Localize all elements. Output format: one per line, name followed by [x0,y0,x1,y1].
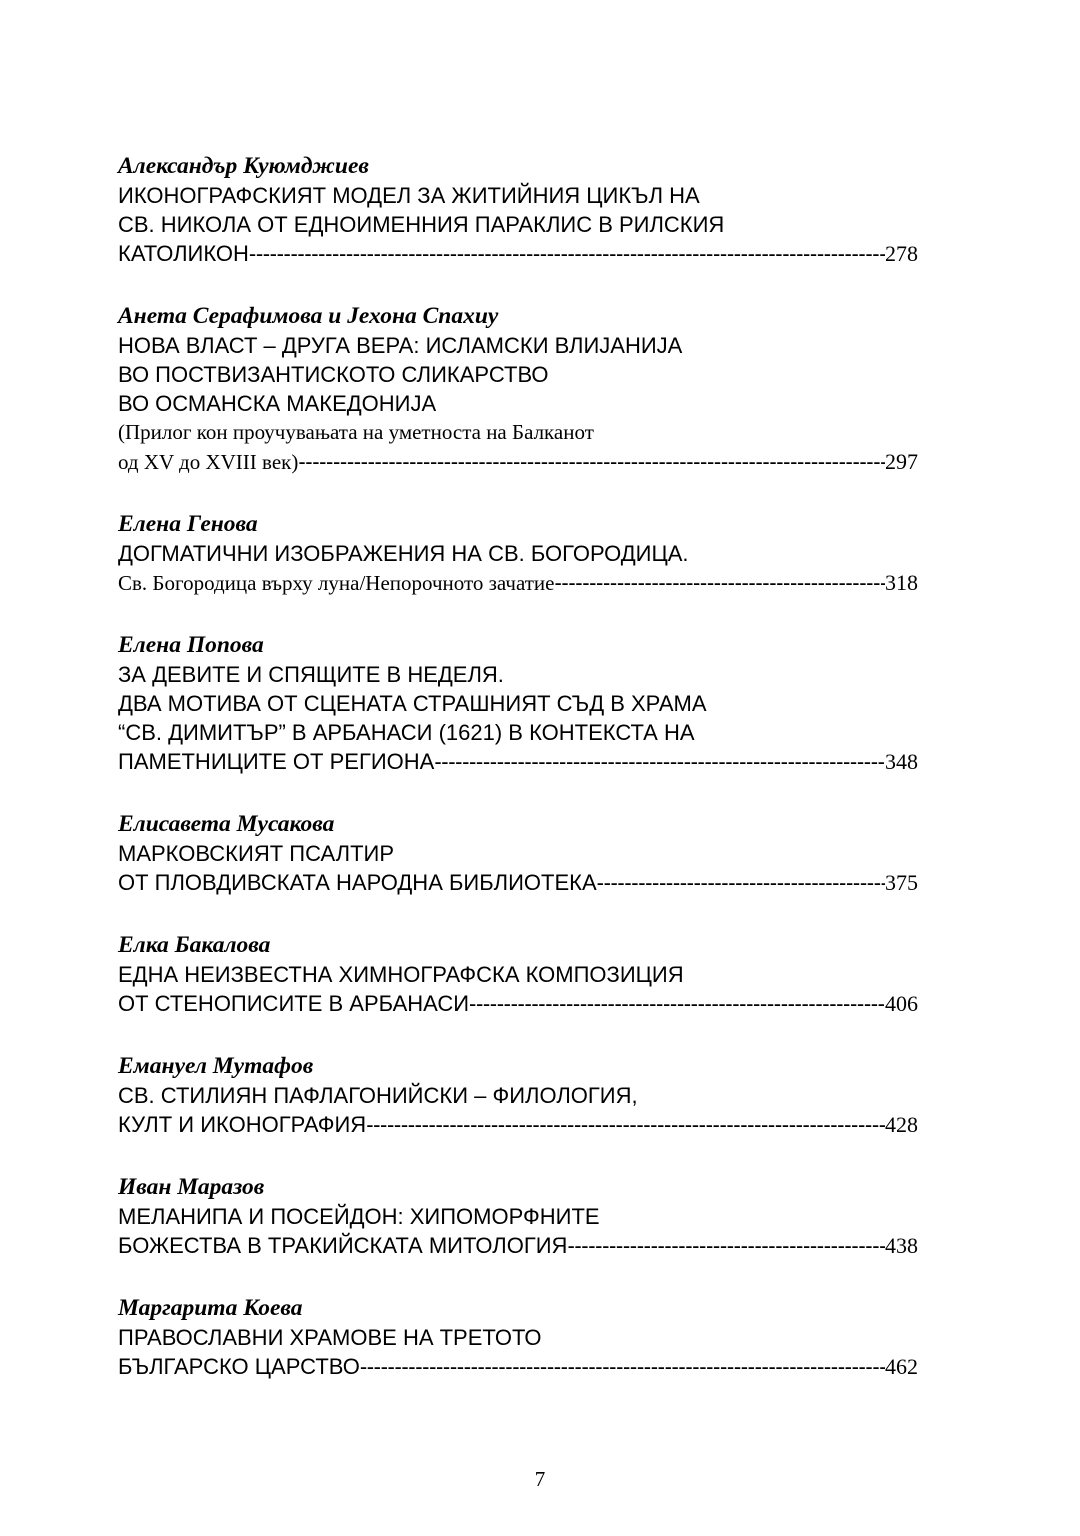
toc-entry [118,1173,918,1260]
entry-author: Емануел Мутафов [118,1053,314,1079]
entry-author: Александър Куюмджиев [118,153,369,179]
dot-leader [366,1110,885,1139]
dot-leader [249,239,885,268]
toc-entry [118,302,918,476]
entry-author: Елена Попова [118,632,264,658]
entry-author: Маргарита Коева [118,1295,303,1321]
dot-leader [469,989,885,1018]
entry-title-line: МАРКОВСКИЯТ ПСАЛТИР [118,841,394,866]
dot-leader [567,1231,885,1260]
toc-entry [118,510,918,597]
entry-page-number: 428 [885,1112,918,1137]
entry-title-end: ОТ СТЕНОПИСИТЕ В АРБАНАСИ [118,991,470,1016]
dot-leader [554,568,885,597]
entry-last-line[interactable] [118,568,918,597]
dot-leader [597,868,885,897]
dot-leader [434,747,885,776]
entry-author: Иван Маразов [118,1174,265,1200]
entry-title-line: СВ. СТИЛИЯН ПАФЛАГОНИЙСКИ – ФИЛОЛОГИЯ, [118,1083,638,1108]
entry-page-number: 318 [885,570,918,595]
entry-title-line: ЗА ДЕВИТЕ И СПЯЩИТЕ В НЕДЕЛЯ. [118,662,504,687]
entry-title-line: ЕДНА НЕИЗВЕСТНА ХИМНОГРАФСКА КОМПОЗИЦИЯ [118,962,684,987]
entry-title-line: ВО ОСМАНСКА МАКЕДОНИЈА [118,391,437,416]
entry-last-line[interactable] [118,989,918,1018]
toc-entry [118,631,918,776]
entry-page-number: 406 [885,991,918,1016]
toc-entry [118,1294,918,1381]
entry-last-line[interactable] [118,747,918,776]
toc-entry [118,810,918,897]
entry-title-line: МЕЛАНИПА И ПОСЕЙДОН: ХИПОМОРФНИТЕ [118,1204,600,1229]
entry-title-end: ОТ ПЛОВДИВСКАТА НАРОДНА БИБЛИОТЕКА [118,870,597,895]
entry-last-line[interactable] [118,1110,918,1139]
entry-title-end: ПАМЕТНИЦИТЕ ОТ РЕГИОНА [118,749,435,774]
entry-last-line[interactable] [118,1231,918,1260]
entry-last-line[interactable] [118,1352,918,1381]
entry-author: Елена Генова [118,511,258,537]
entry-title-end: КАТОЛИКОН [118,241,249,266]
entry-page-number: 462 [885,1354,918,1379]
entry-author: Анета Серафимова и Јехона Спахиу [118,303,499,329]
toc-entry [118,931,918,1018]
entry-last-line[interactable] [118,868,918,897]
entry-title-end: КУЛТ И ИКОНОГРАФИЯ [118,1112,367,1137]
entry-page-number: 375 [885,870,918,895]
entry-subtitle-line: (Прилог кон проучувањата на уметноста на Балканот [118,420,594,444]
toc-entry [118,1052,918,1139]
entry-title-end: Св. Богородица върху луна/Непорочното зачатие [118,571,555,595]
entry-title-end: БОЖЕСТВА В ТРАКИЙСКАТА МИТОЛОГИЯ [118,1233,568,1258]
entry-title-line: ПРАВОСЛАВНИ ХРАМОВЕ НА ТРЕТОТО [118,1325,542,1350]
entry-last-line[interactable] [118,239,918,268]
entry-last-line[interactable] [118,447,918,476]
entry-title-line: ИКОНОГРАФСКИЯТ МОДЕЛ ЗА ЖИТИЙНИЯ ЦИКЪЛ НА [118,183,700,208]
entry-page-number: 297 [885,449,918,474]
entry-author: Елка Бакалова [118,932,271,958]
page-number: 7 [534,1467,546,1491]
entry-title-line: ВО ПОСТВИЗАНТИСКОТО СЛИКАРСТВО [118,362,549,387]
entry-page-number: 438 [885,1233,918,1258]
entry-page-number: 348 [885,749,918,774]
toc-entry [118,152,918,268]
dot-leader [360,1352,885,1381]
entry-title-line: НОВА ВЛАСТ – ДРУГА ВЕРА: ИСЛАМСКИ ВЛИЈАНИЈА [118,333,683,358]
entry-title-end: БЪЛГАРСКО ЦАРСТВО [118,1354,360,1379]
dot-leader [298,447,885,476]
entry-title-line: ДОГМАТИЧНИ ИЗОБРАЖЕНИЯ НА СВ. БОГОРОДИЦА. [118,541,689,566]
table-of-contents [118,152,918,1415]
entry-page-number: 278 [885,241,918,266]
entry-title-line: “СВ. ДИМИТЪР” В АРБАНАСИ (1621) В КОНТЕКСТА НА [118,720,695,745]
entry-title-line: ДВА МОТИВА ОТ СЦЕНАТА СТРАШНИЯТ СЪД В ХРАМА [118,691,707,716]
entry-title-end: од XV до XVIII век) [118,450,299,474]
entry-author: Елисавета Мусакова [118,811,335,837]
entry-title-line: СВ. НИКОЛА ОТ ЕДНОИМЕННИЯ ПАРАКЛИС В РИЛСКИЯ [118,212,725,237]
